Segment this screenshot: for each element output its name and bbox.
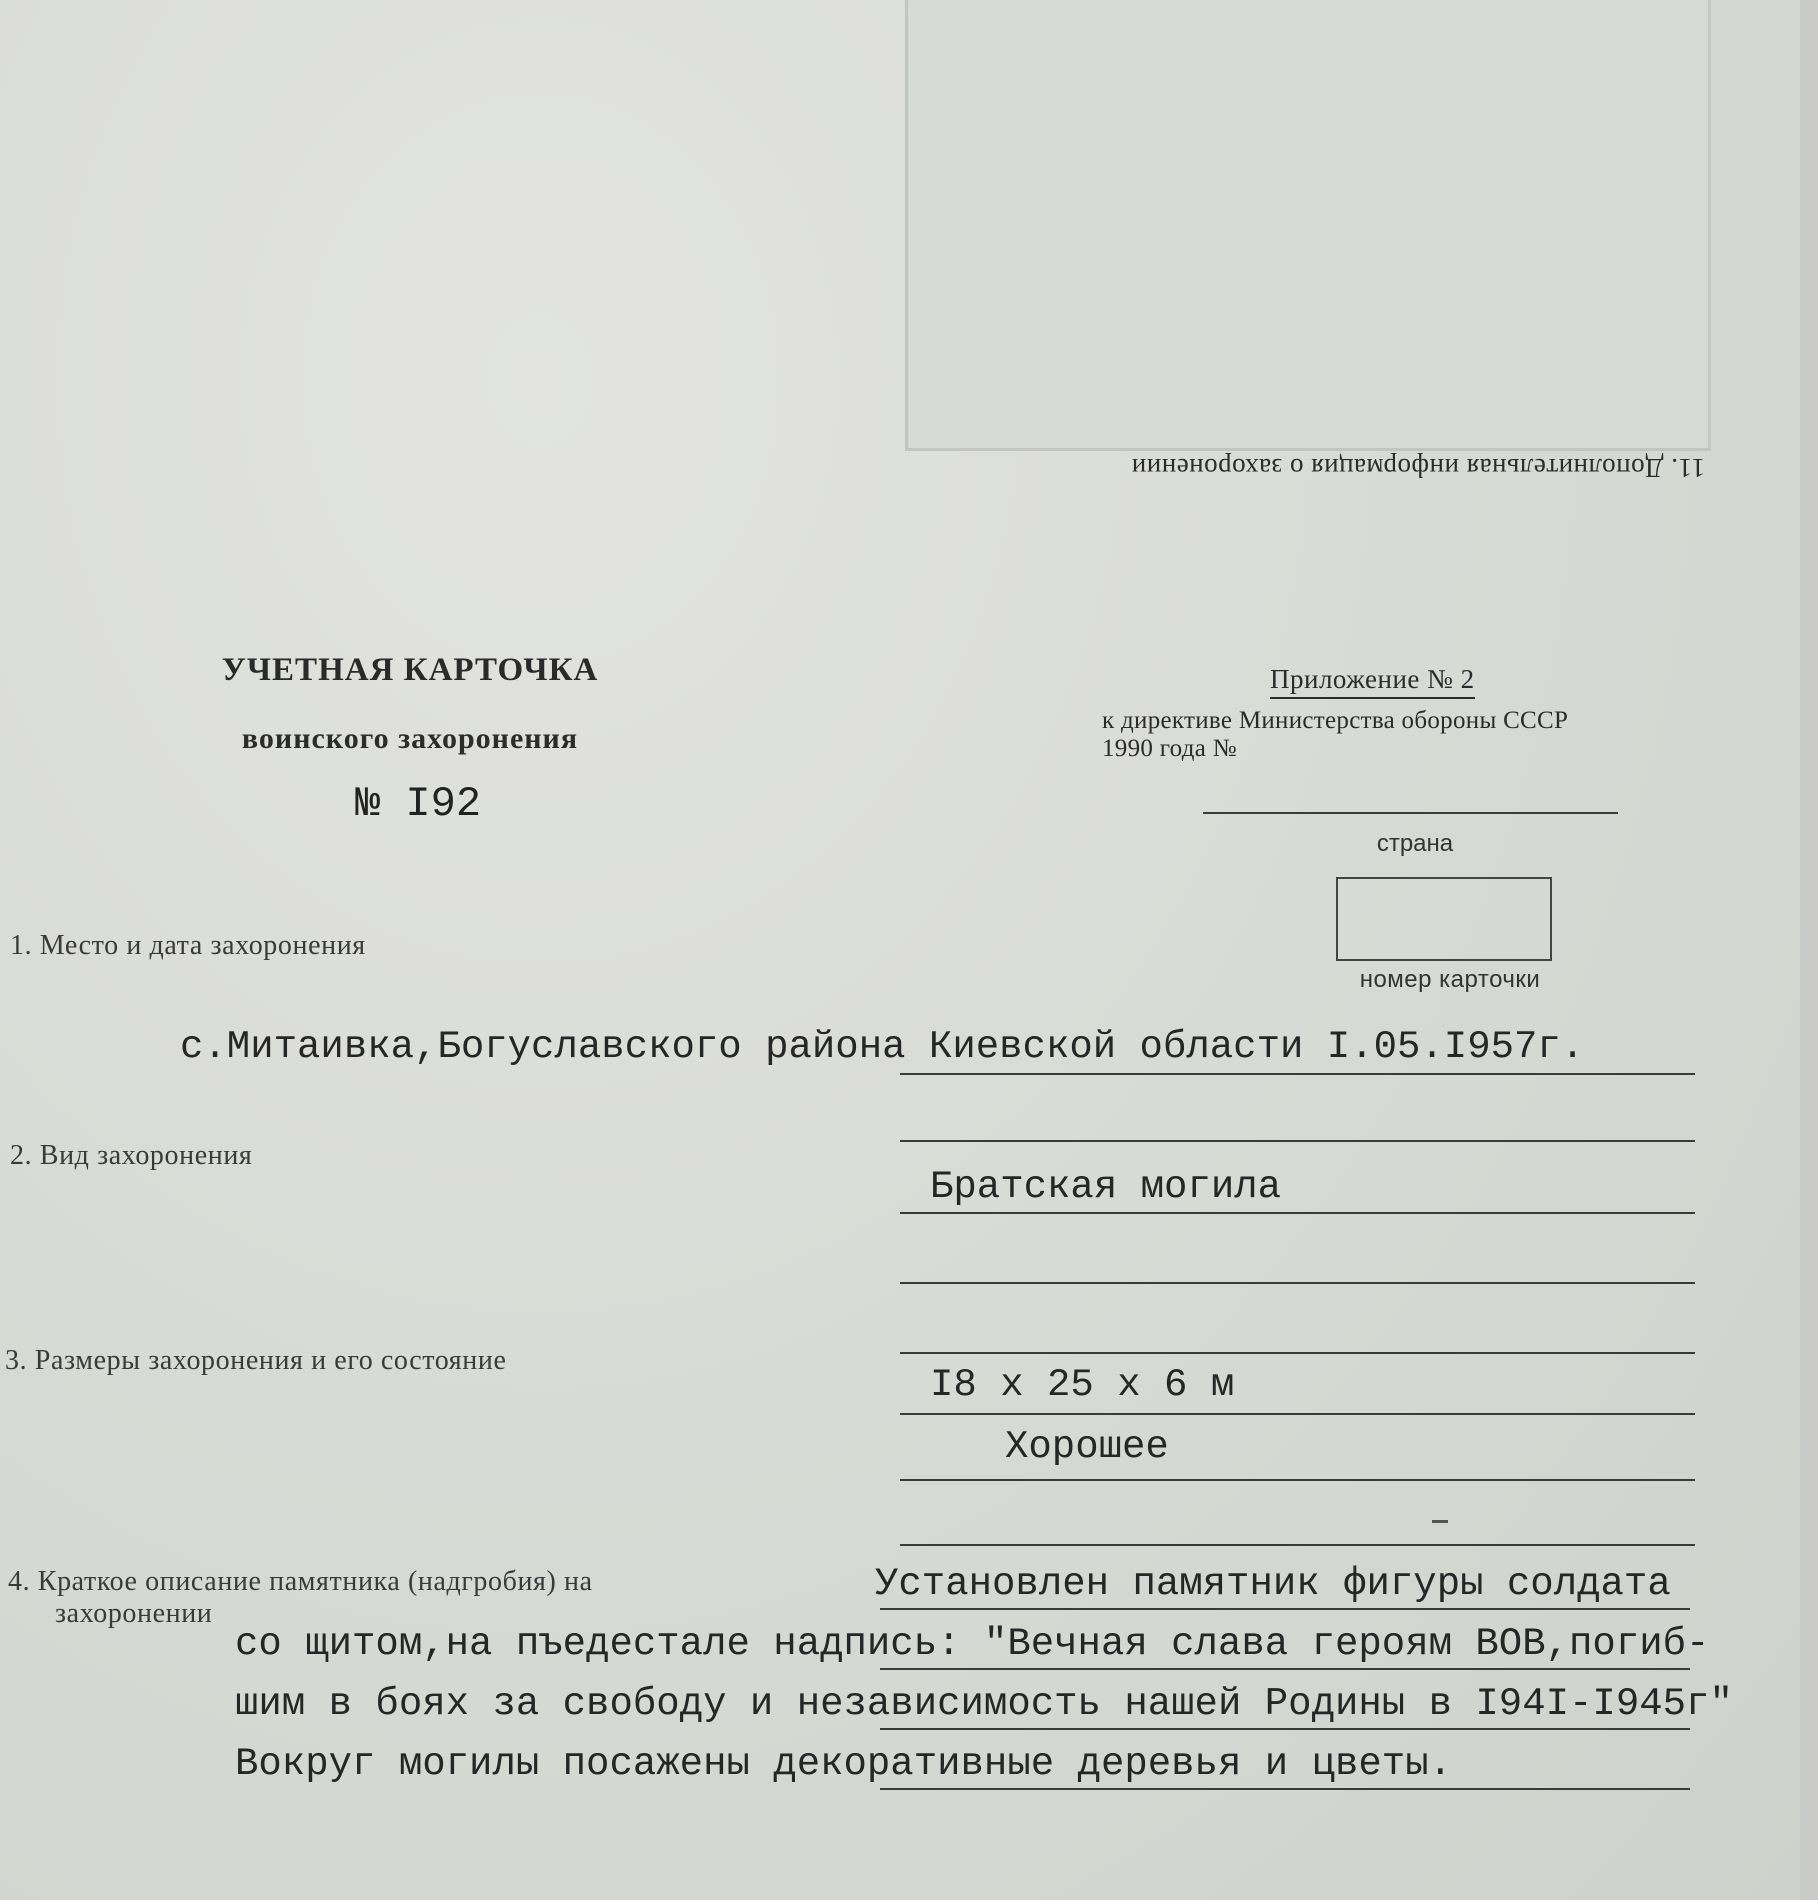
field-4-value-line-4: Вокруг могилы посажены декоративные деревья и цветы. bbox=[235, 1742, 1452, 1786]
field-1-value: с.Митаивка,Богуславского района Киевской области I.05.I957г. bbox=[180, 1025, 1585, 1069]
card-subtitle: воинского захоронения bbox=[241, 722, 579, 755]
appendix-heading: Приложение № 2 bbox=[1270, 664, 1475, 699]
field-2-rule bbox=[900, 1212, 1695, 1214]
field-1-rule bbox=[900, 1073, 1695, 1075]
field-3-state: Хорошее bbox=[1005, 1425, 1169, 1469]
field-1-label: 1. Место и дата захоронения bbox=[10, 930, 366, 961]
field-2-label: 2. Вид захоронения bbox=[10, 1140, 253, 1171]
field-4-value-line-2: со щитом,на пъедестале надпись: "Вечная слава героям ВОВ,погиб- bbox=[235, 1622, 1710, 1666]
field-3-rule-state bbox=[900, 1479, 1695, 1481]
directive-reference: к директиве Министерства обороны СССР 1990 года № bbox=[1102, 707, 1569, 762]
country-line bbox=[1203, 812, 1618, 814]
inverted-section-heading: 11. Дополнительная информация о захоронении bbox=[1131, 453, 1705, 483]
field-4-rule-4 bbox=[880, 1788, 1690, 1790]
field-3-size: I8 х 25 х 6 м bbox=[930, 1363, 1235, 1407]
photo-frame bbox=[905, 0, 1711, 451]
card-number-box bbox=[1336, 877, 1552, 961]
field-3-rule-top bbox=[900, 1352, 1695, 1354]
field-2-rule-top bbox=[900, 1140, 1695, 1142]
card-number-label: номер карточки bbox=[1359, 966, 1541, 993]
field-4-label-line-1: 4. Краткое описание памятника (надгробия) на bbox=[8, 1566, 593, 1597]
field-2-rule-bottom bbox=[900, 1282, 1695, 1284]
field-2-value: Братская могила bbox=[930, 1165, 1282, 1209]
field-4-value-line-3: шим в боях за свободу и независимость нашей Родины в I94I-I945г" bbox=[235, 1682, 1733, 1726]
field-4-rule-2 bbox=[880, 1668, 1690, 1670]
field-4-label-line-2: захоронении bbox=[55, 1598, 213, 1629]
dash-mark bbox=[1432, 1520, 1448, 1523]
field-4-value-line-1: Установлен памятник фигуры солдата bbox=[875, 1562, 1671, 1606]
country-label: страна bbox=[1376, 830, 1454, 857]
field-3-label: 3. Размеры захоронения и его состояние bbox=[5, 1345, 507, 1376]
field-4-rule-3 bbox=[880, 1728, 1690, 1730]
card-number: № I92 bbox=[355, 780, 482, 828]
card-title: УЧЕТНАЯ КАРТОЧКА bbox=[221, 652, 599, 688]
field-3-rule-size bbox=[900, 1413, 1695, 1415]
field-3-rule-bottom bbox=[900, 1544, 1695, 1546]
field-4-rule-1 bbox=[880, 1608, 1690, 1610]
